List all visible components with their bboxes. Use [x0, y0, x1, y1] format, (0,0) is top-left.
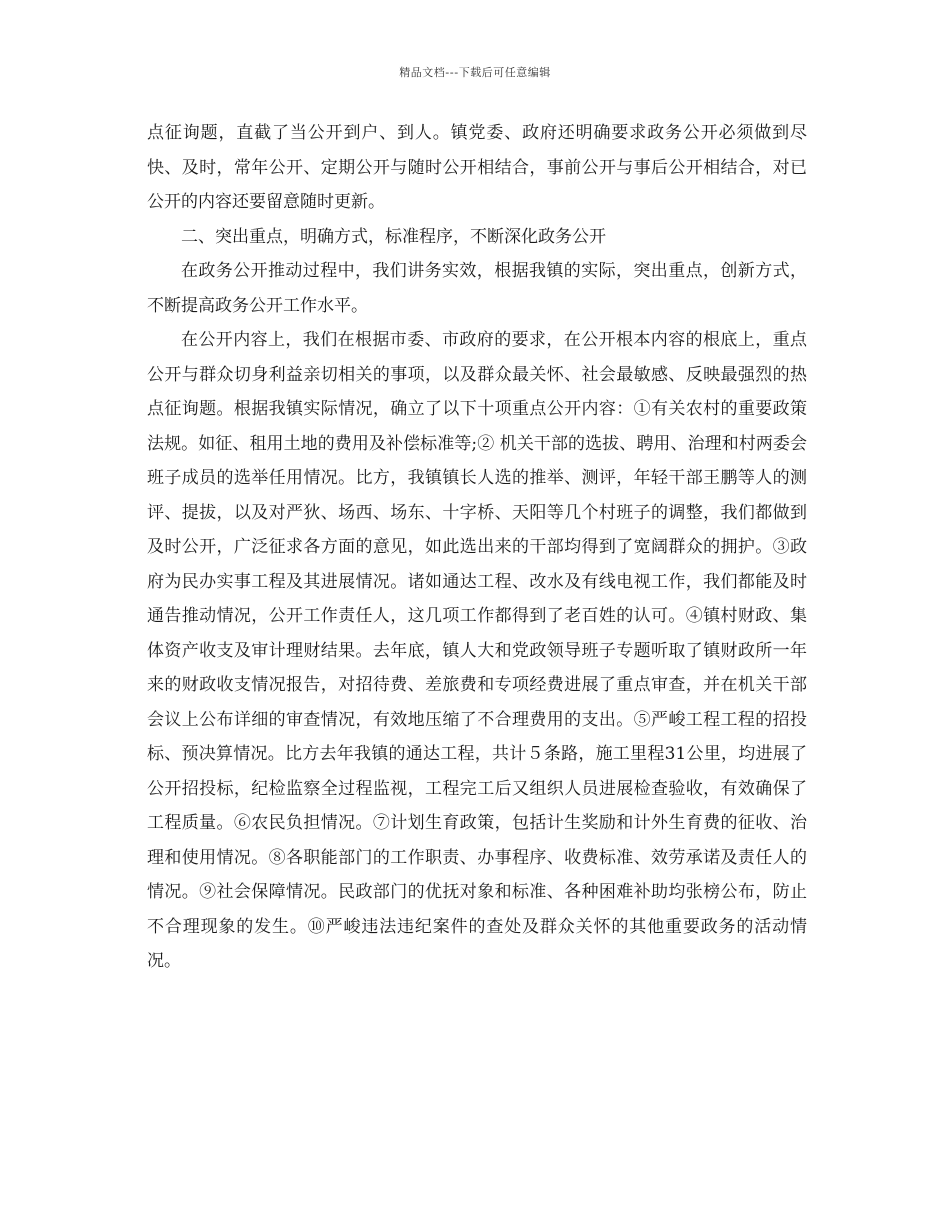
paragraph-intro: 在政务公开推动过程中，我们讲务实效，根据我镇的实际，突出重点，创新方式，不断提高政务公开工作水平。: [147, 261, 807, 316]
paragraph-continuation: 点征询题，直截了当公开到户、到人。镇党委、政府还明确要求政务公开必须做到尽快、及时，常年公开、定期公开与随时公开相结合，事前公开与事后公开相结合，对已公开的内容还要留意随时更新。: [147, 123, 807, 212]
paragraph-content-list: 在公开内容上，我们在根据市委、市政府的要求，在公开根本内容的根底上，重点公开与群众切身利益亲切相关的事项，以及群众最关怀、社会最敏感、反映最强烈的热点征询题。根据我镇实际情况，确立了以下十项重点公开内容：①有关农村的重要政策法规。如征、租用土地的费用及补偿标准等;② 机关干部的选拔、聘用、治理和村两委会班子成员的选举任用情况。比方，我镇镇长人选的推举、测评，年轻干部王鹏等人的测评、提拔，以及对严狄、场西、场东、十字桥、天阳等几个村班子的调整，我们都做到及时公开，广泛征求各方面的意见，如此选出来的干部均得到了宽阔群众的拥护。③政府为民办实事工程及其进展情况。诸如通达工程、改水及有线电视工作，我们都能及时通告推动情况，公开工作责任人，这几项工作都得到了老百姓的认可。④镇村财政、集体资产收支及审计理财结果。去年底，镇人大和党政领导班子专题听取了镇财政所一年来的财政收支情况报告，对招待费、差旅费和专项经费进展了重点审查，并在机关干部会议上公布详细的审查情况，有效地压缩了不合理费用的支出。⑤严峻工程工程的招投标、预决算情况。比方去年我镇的通达工程，共计５条路，施工里程31公里，均进展了公开招投标，纪检监察全过程监视，工程完工后又组织人员进展检查验收，有效确保了工程质量。⑥农民负担情况。⑦计划生育政策，包括计生奖励和计外生育费的征收、治理和使用情况。⑧各职能部门的工作职责、办事程序、收费标准、效劳承诺及责任人的情况。⑨社会保障情况。民政部门的优抚对象和标准、各种困难补助均张榜公布，防止不合理现象的发生。⑩严峻违法违纪案件的查处及群众关怀的其他重要政务的活动情况。: [147, 330, 807, 971]
page-header: 精品文档---下载后可任意编辑: [399, 66, 551, 79]
section-heading: 二、突出重点，明确方式，标准程序，不断深化政务公开: [181, 226, 606, 247]
document-body: [147, 116, 807, 979]
